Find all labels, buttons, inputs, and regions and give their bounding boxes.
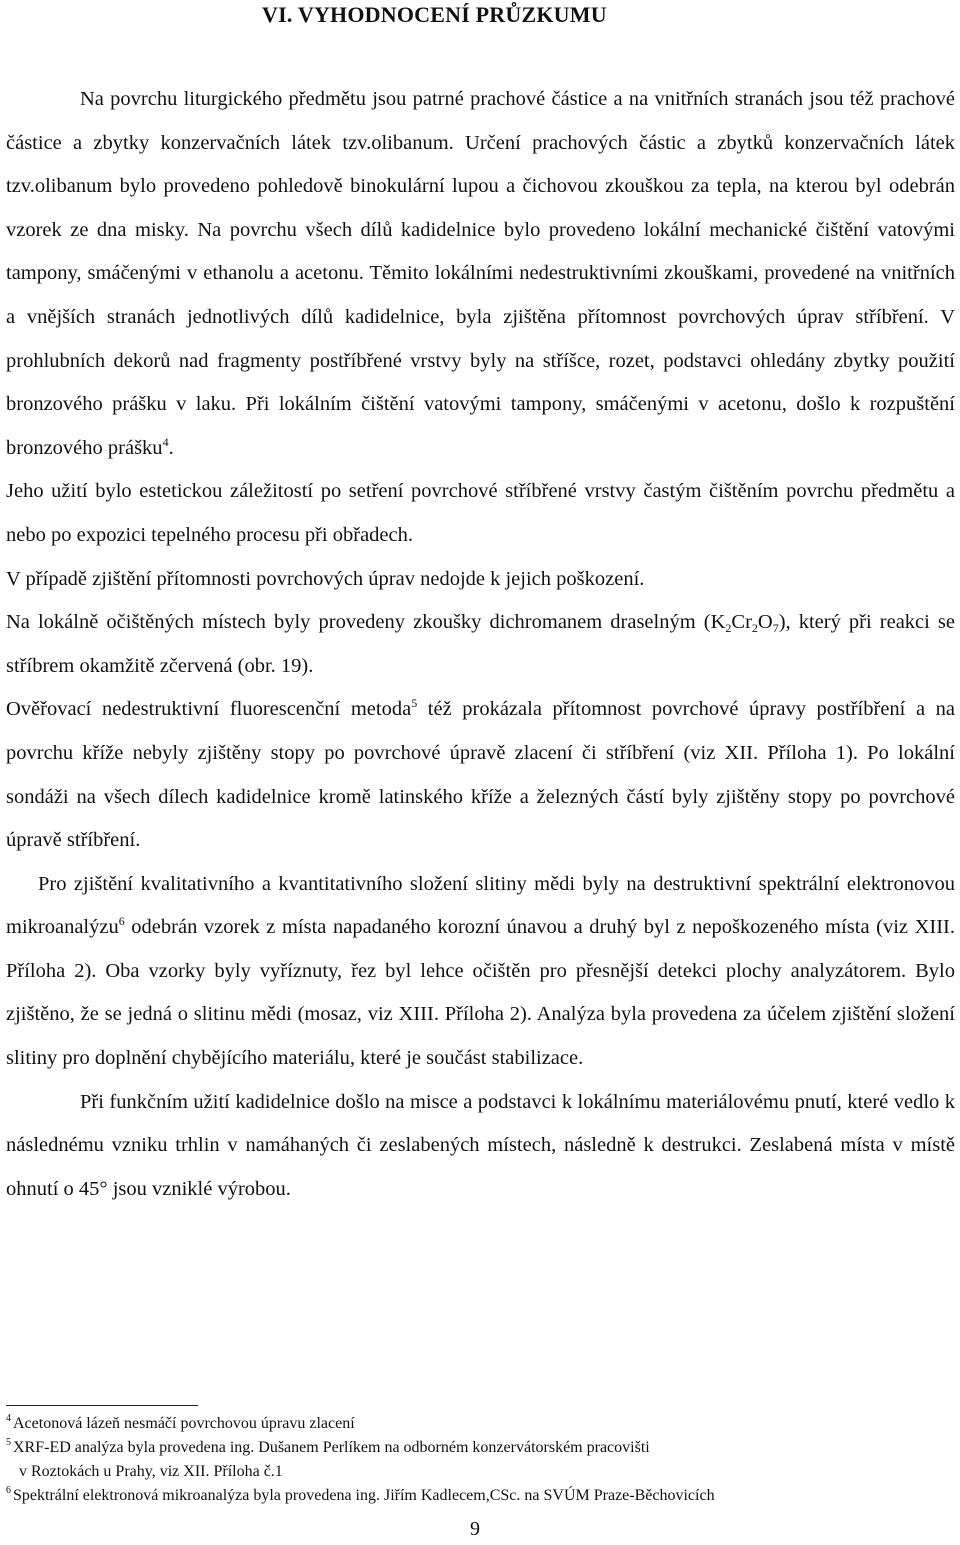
footnote-5-continuation: v Roztokách u Prahy, viz XII. Příloha č.1: [19, 1463, 283, 1480]
body-text: [6, 78, 955, 1211]
footnote-ref-5: 5: [411, 696, 418, 711]
paragraph-1-end: .: [168, 436, 174, 459]
footnote-text: Acetonová lázeň nesmáčí povrchovou úpravu zlacení: [13, 1415, 355, 1432]
paragraph-2: Jeho užití bylo estetickou záležitostí po setření povrchové stříbřené vrstvy častým čištěním povrchu předmětu a nebo po expozici tepelného procesu při obřadech.: [6, 480, 955, 546]
page-number: 9: [470, 1518, 480, 1540]
footnote-text: XRF-ED analýza byla provedena ing. Dušanem Perlíkem na odborném konzervátorském pracovišti: [13, 1439, 650, 1456]
paragraph-5: [6, 688, 955, 862]
paragraph-4: [6, 601, 955, 688]
subscript-o7: 7: [772, 621, 779, 636]
footnote-ref-4: 4: [162, 434, 169, 449]
footnote-separator: [6, 1405, 198, 1406]
footnote-number: 5: [6, 1437, 11, 1448]
paragraph-1-text: Na povrchu liturgického předmětu jsou patrné prachové částice a na vnitřních stranách jsou též prachové částice a zbytky konzervačních látek tzv.olibanum. Určení prachových částic a zbytků konzervačních látek tzv.olibanum bylo provedeno pohledově binokulární lupou a čichovou zkouškou za tepla, na kterou byl odebrán vzorek ze dna misky. Na povrchu všech dílů kadidelnice bylo provedeno lokální mechanické čištění vatovými tampony, smáčenými v ethanolu a acetonu. Těmito lokálními nedestruktivními zkouškami, provedené na vnitřních a vnějších stranách jednotlivých dílů kadidelnice, byla zjištěna přítomnost povrchových úprav stříbření. V prohlubních dekorů nad fragmenty postříbřené vrstvy byly na stříšce, rozet, podstavci ohledány zbytky použití bronzového prášku v laku. Při lokálním čištění vatovými tampony, smáčenými v acetonu, došlo k rozpuštění bronzového prášku: [6, 88, 955, 459]
paragraph-6: [6, 863, 955, 1081]
footnote-number: 6: [6, 1485, 11, 1496]
paragraph-6-text-b: odebrán vzorek z místa napadaného korozní únavou a druhý byl z nepoškozeného místa (viz XIII. Příloha 2). Oba vzorky byly vyříznuty, řez byl lehce očištěn pro přesnější detekci plochy analyzátorem. Bylo zjištěno, že se jedná o slitinu mědi (mosaz, viz XIII. Příloha 2). Analýza byla provedena za účelem zjištění složení slitiny pro doplnění chybějícího materiálu, které je součást stabilizace.: [6, 916, 955, 1070]
subscript-cr2: 2: [751, 621, 758, 636]
footnote-6: [6, 1484, 956, 1508]
footnote-text: Spektrální elektronová mikroanalýza byla provedena ing. Jiřím Kadlecem,CSc. na SVÚM Praze-Běchovicích: [13, 1487, 715, 1504]
footnote-ref-6: 6: [118, 914, 125, 929]
paragraph-5-text-a: Ověřovací nedestruktivní fluorescenční metoda: [6, 698, 412, 721]
footnote-5: [6, 1436, 956, 1460]
subscript-k2: 2: [725, 621, 732, 636]
section-heading: VI. VYHODNOCENÍ PRŮZKUMU: [262, 2, 607, 27]
footnote-number: 4: [6, 1413, 11, 1424]
paragraph-4-text-a: Na lokálně očištěných místech byly provedeny zkoušky dichromanem draselným (K: [6, 611, 726, 634]
footnotes: [6, 1412, 956, 1508]
footnote-4: [6, 1412, 956, 1436]
paragraph-5-text-b: též prokázala přítomnost povrchové úpravy postříbření a na povrchu kříže nebyly zjištěny stopy po povrchové úpravě zlacení či stříbření (viz XII. Příloha 1). Po lokální sondáži na všech dílech kadidelnice kromě latinského kříže a železných částí byly zjištěny stopy po povrchové úpravě stříbření.: [6, 698, 955, 852]
paragraph-6-text-a: Pro zjištění kvalitativního a kvantitativního složení slitiny mědi byly na destruktivní spektrální elektronovou mikroanalýzu: [6, 872, 955, 939]
paragraph-4-text-c: O: [757, 611, 773, 634]
paragraph-3: V případě zjištění přítomnosti povrchových úprav nedojde k jejich poškození.: [6, 567, 645, 590]
paragraph-1: [6, 78, 955, 470]
paragraph-4-text-b: Cr: [731, 611, 752, 634]
paragraph-7: Při funkčním užití kadidelnice došlo na misce a podstavci k lokálnímu materiálovému pnutí, které vedlo k následnému vzniku trhlin v namáhaných či zeslabených místech, následně k destrukci. Zeslabená místa v místě ohnutí o 45° jsou vzniklé výrobou.: [6, 1090, 955, 1200]
paragraph-4-text-d: ), který při reakci se stříbrem okamžitě zčervená (obr. 19).: [6, 611, 955, 677]
